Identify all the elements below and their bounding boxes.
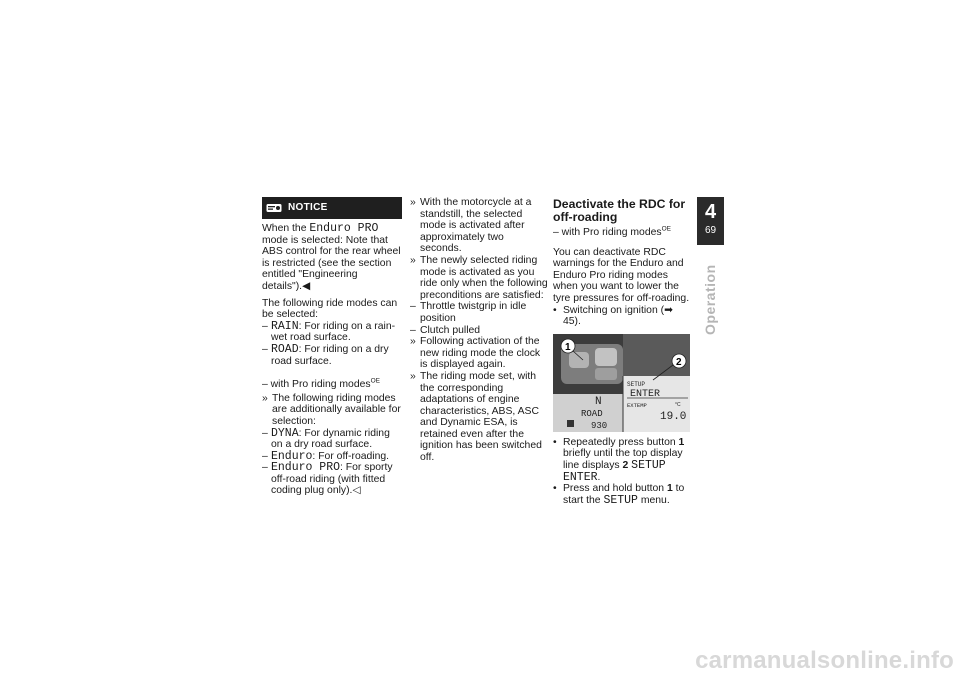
notice-title: NOTICE	[288, 202, 328, 214]
list-item: – Clutch pulled	[410, 324, 481, 336]
list-item-dyna: – DYNA: For dynamic riding on a dry road surface.	[262, 426, 390, 451]
section-label: Operation	[702, 264, 718, 335]
list-item-enduro-pro: – Enduro PRO: For sporty off-road riding (with fitted coding plug only).◁	[262, 461, 393, 497]
list-item-pro-intro: » The following riding modes are additionally available for selection:	[262, 392, 401, 427]
column-left	[262, 197, 402, 497]
callout-2: 2	[676, 356, 682, 368]
lcd-gear-text: N	[595, 395, 602, 408]
list-item: » With the motorcycle at a standstill, the selected mode is activated after approximately two seconds.	[410, 197, 532, 255]
section-heading: Deactivate the RDC for off-roading	[553, 197, 686, 224]
list-item: » The riding mode set, with the corresponding adaptations of engine characteristics, ABS, ASC and Dynamic ESA, is retained even after the ignition has been switched off.	[410, 370, 542, 464]
list-item-enduro: – Enduro: For off-roading.	[262, 449, 390, 463]
end-marker-icon: ◀	[302, 280, 311, 292]
column-right	[553, 197, 693, 506]
watermark: carmanualsonline.info	[695, 647, 954, 674]
list-item: » The newly selected riding mode is activated as you ride only when the following preconditions are satisfied:	[410, 254, 548, 301]
pro-option-label: – with Pro riding modes$^{OE}$	[262, 377, 380, 391]
callout-1: 1	[565, 341, 571, 353]
list-item: – Throttle twistgrip in idle position	[410, 301, 527, 324]
list-item-rain: – RAIN: For riding on a rain-wet road surface.	[262, 319, 396, 344]
chapter-number: 4	[704, 201, 717, 223]
column-middle	[410, 197, 548, 464]
handlebar-display-photo	[553, 334, 690, 432]
pro-option-label: – with Pro riding modes$^{OE}$	[553, 225, 671, 238]
list-item: » Following activation of the new riding mode the clock is displayed again.	[410, 336, 541, 371]
list-item-step3: • Press and hold button 1 to start the SETUP menu.	[553, 483, 685, 507]
list-item-step2: • Repeatedly press button 1 briefly until the top display line displays 2 SETUP ENTER.	[553, 436, 685, 484]
notice-text: When the Enduro PRO mode is selected: Note that ABS control for the rear wheel is restricted (see the section entitled "Engineering details").◀	[262, 222, 401, 292]
lcd-temp-text: 19.0	[660, 410, 687, 423]
lcd-setup-text: SETUP	[627, 380, 646, 388]
page-number: 69	[704, 225, 717, 236]
list-item-step1: • Switching on ignition (➡ 45).	[553, 304, 673, 328]
chapter-tab	[697, 197, 724, 245]
lcd-enter-text: ENTER	[630, 388, 661, 400]
lcd-odo-text: 930	[591, 420, 608, 431]
notice-banner	[262, 197, 402, 219]
lcd-mode-text: ROAD	[581, 408, 603, 419]
end-marker-icon: ◁	[352, 485, 361, 497]
notice-hand-icon	[266, 202, 282, 214]
rdc-intro: You can deactivate RDC warnings for the Enduro and Enduro Pro riding modes when you want to lower the tyre pressures for off-roading.	[553, 246, 690, 304]
modes-intro: The following ride modes can be selected:	[262, 297, 398, 321]
lcd-extemp-text: EXTEMP	[627, 401, 647, 409]
list-item-road: – ROAD: For riding on a dry road surface.	[262, 342, 389, 367]
lcd-deg-text: °C	[675, 401, 681, 408]
